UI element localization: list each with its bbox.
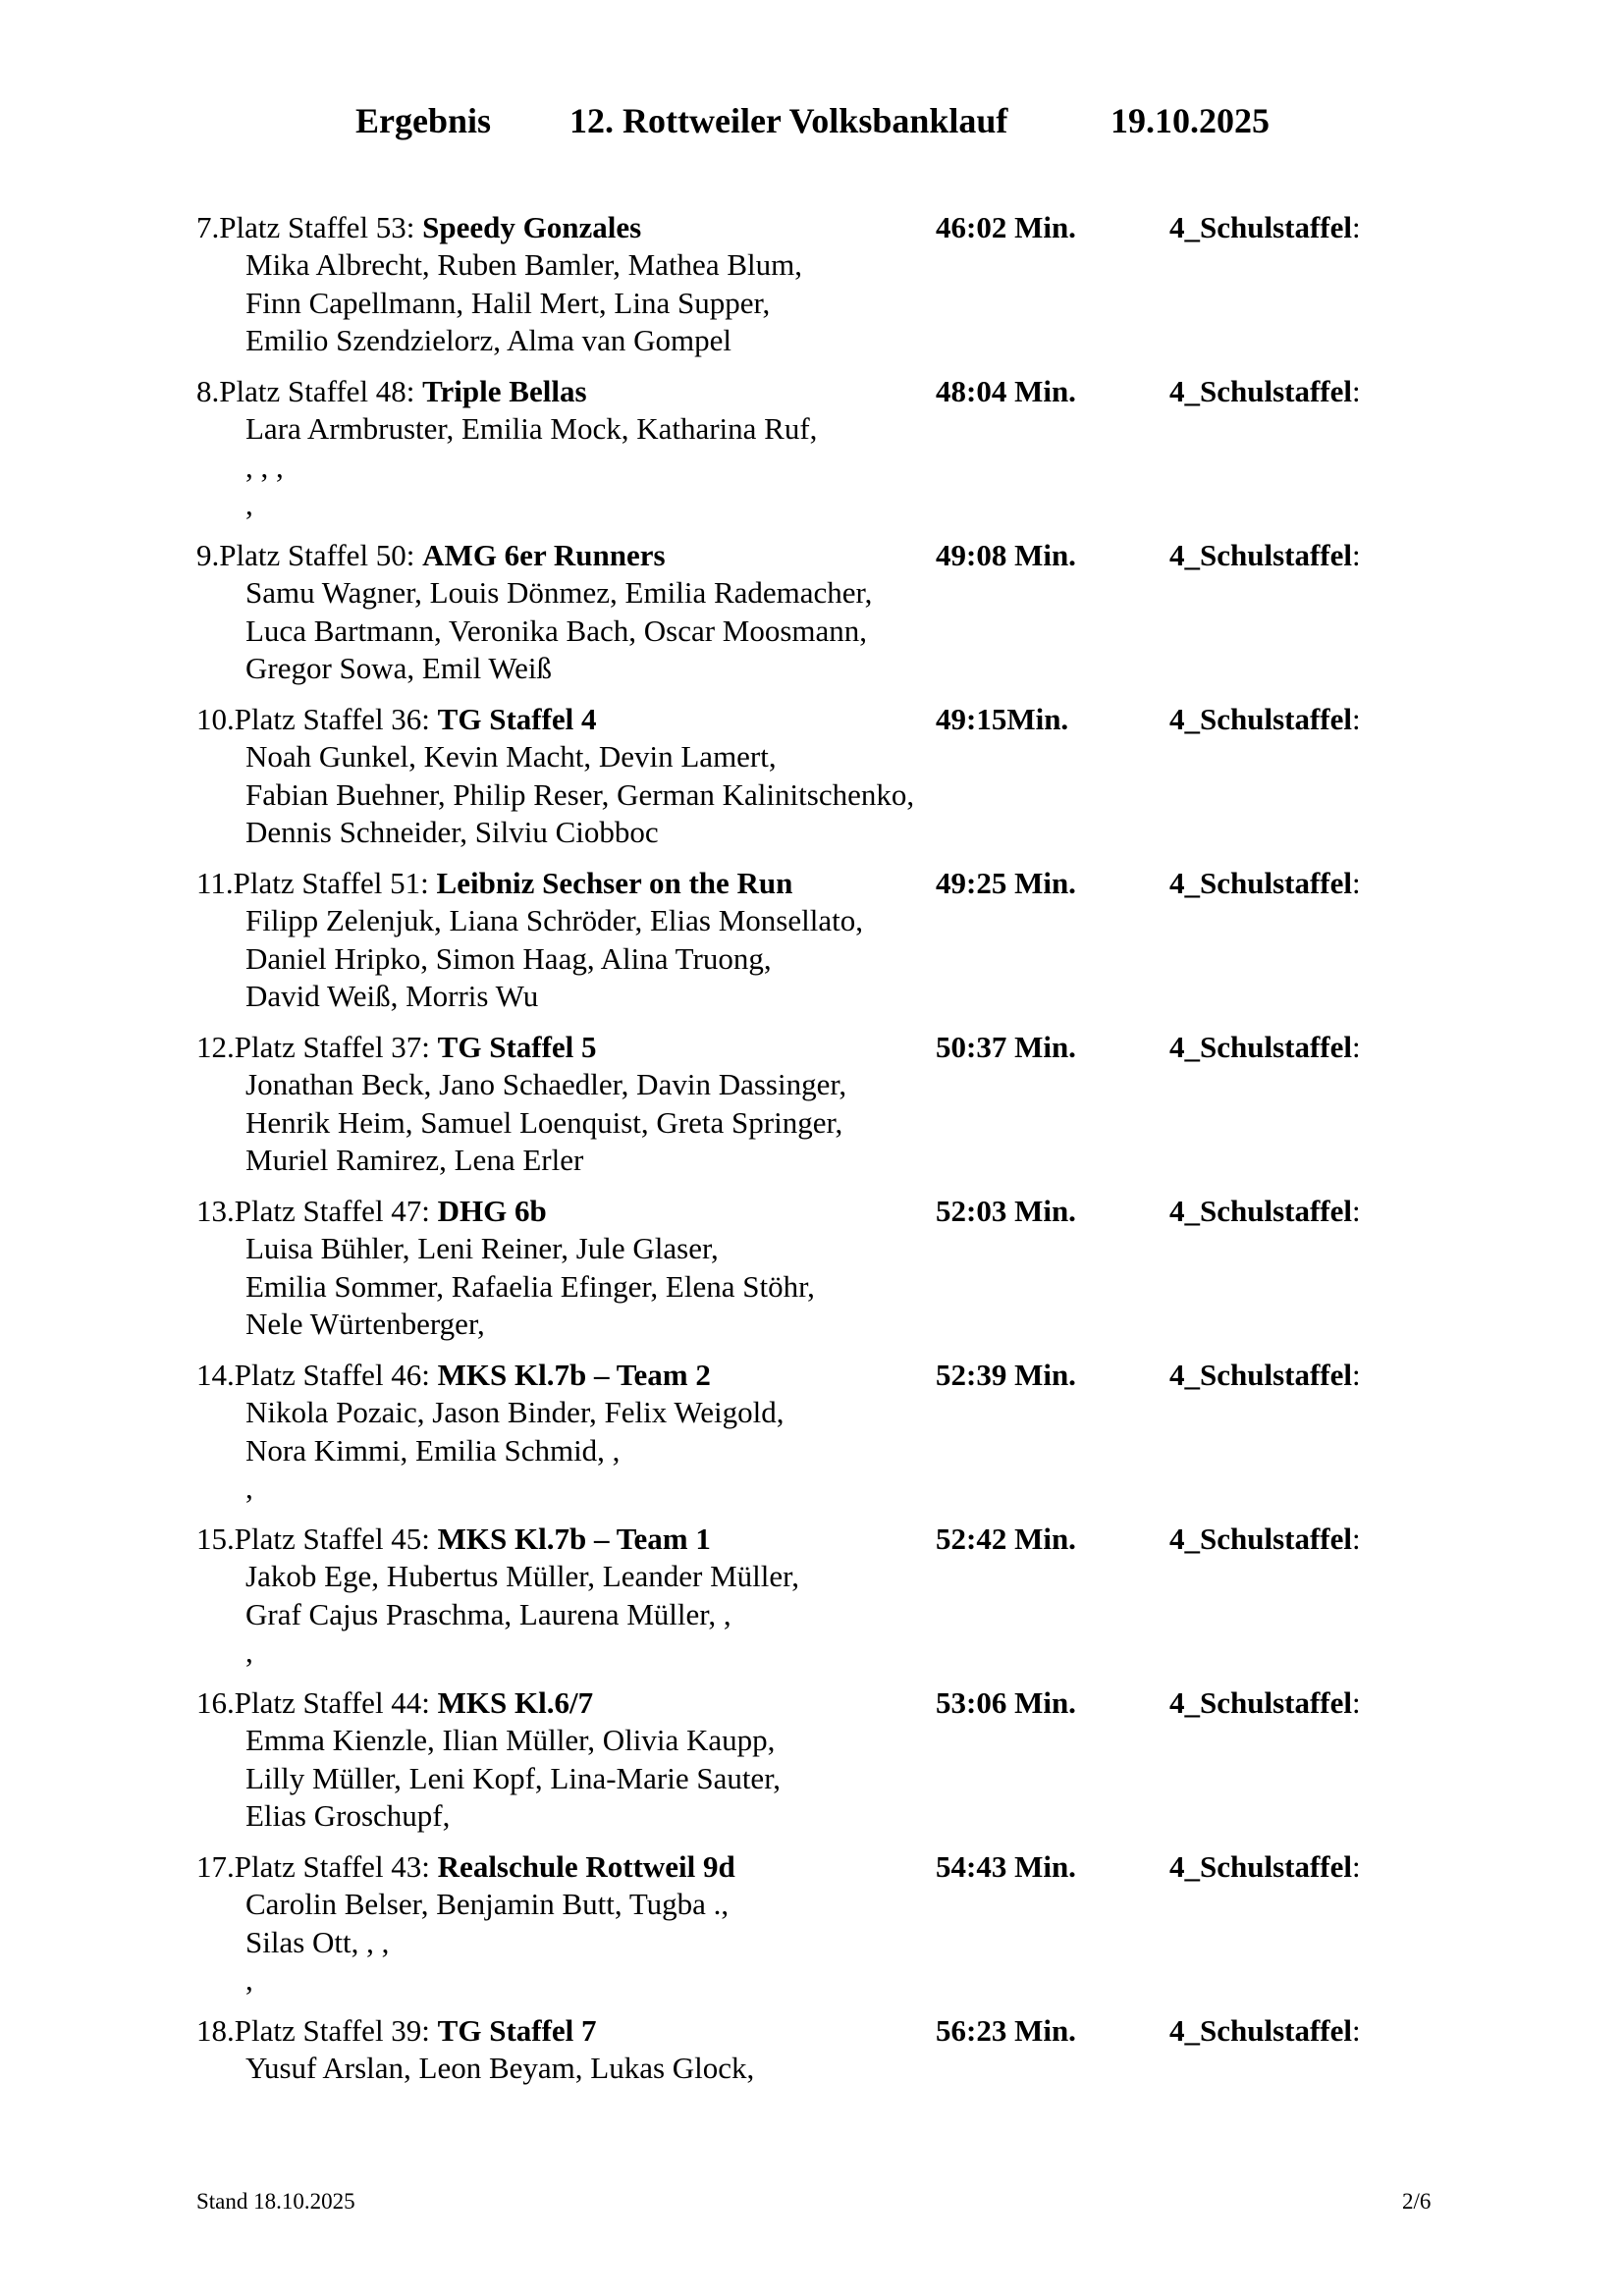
place-text: 13.Platz Staffel 47: bbox=[196, 1194, 438, 1228]
category-name: 4_Schulstaffel bbox=[1169, 1358, 1352, 1392]
place-text: 12.Platz Staffel 37: bbox=[196, 1030, 438, 1064]
member-names: Carolin Belser, Benjamin Butt, Tugba ., bbox=[245, 1887, 730, 1922]
entry-header bbox=[196, 1193, 1473, 1230]
finish-time: 49:15Min. bbox=[936, 702, 1069, 736]
member-names: Noah Gunkel, Kevin Macht, Devin Lamert, bbox=[245, 739, 777, 774]
place-text: 15.Platz Staffel 45: bbox=[196, 1522, 438, 1556]
member-names: Jonathan Beck, Jano Schaedler, Davin Dassinger, bbox=[245, 1067, 847, 1102]
team-name: Speedy Gonzales bbox=[422, 210, 642, 244]
place-text: 10.Platz Staffel 36: bbox=[196, 702, 438, 736]
finish-time: 50:37 Min. bbox=[936, 1030, 1076, 1064]
finish-time: 46:02 Min. bbox=[936, 210, 1076, 244]
category-colon: : bbox=[1352, 866, 1361, 900]
entry-place-label bbox=[196, 1193, 547, 1230]
member-names: Emilio Szendzielorz, Alma van Gompel bbox=[245, 323, 732, 358]
result-entry bbox=[196, 1357, 1473, 1508]
member-names: Jakob Ege, Hubertus Müller, Leander Müller, bbox=[245, 1559, 799, 1594]
category bbox=[1169, 1521, 1361, 1558]
team-name: MKS Kl.6/7 bbox=[437, 1685, 594, 1720]
team-name: Realschule Rottweil 9d bbox=[437, 1849, 735, 1884]
category-name: 4_Schulstaffel bbox=[1169, 210, 1352, 244]
category-colon: : bbox=[1352, 1030, 1361, 1064]
member-names: Emilia Sommer, Rafaelia Efinger, Elena Stöhr, bbox=[245, 1268, 815, 1304]
finish-time: 49:25 Min. bbox=[936, 866, 1076, 900]
category bbox=[1169, 701, 1361, 738]
team-name: Leibniz Sechser on the Run bbox=[436, 866, 793, 900]
member-names: Daniel Hripko, Simon Haag, Alina Truong, bbox=[245, 940, 772, 976]
category-colon: : bbox=[1352, 2013, 1361, 2048]
team-name: AMG 6er Runners bbox=[422, 538, 666, 572]
team-name: Triple Bellas bbox=[422, 374, 587, 408]
member-names: , , , bbox=[245, 449, 284, 484]
category-colon: : bbox=[1352, 1358, 1361, 1392]
result-entry bbox=[196, 701, 1473, 852]
member-names: , bbox=[245, 487, 253, 522]
member-names: Yusuf Arslan, Leon Beyam, Lukas Glock, bbox=[245, 2051, 755, 2086]
category bbox=[1169, 1029, 1361, 1066]
page-number: 2/6 bbox=[1402, 2189, 1432, 2214]
member-names: Emma Kienzle, Ilian Müller, Olivia Kaupp, bbox=[245, 1723, 776, 1758]
member-names: Lilly Müller, Leni Kopf, Lina-Marie Sauter, bbox=[245, 1760, 782, 1795]
member-names: Finn Capellmann, Halil Mert, Lina Supper, bbox=[245, 285, 771, 320]
result-entry bbox=[196, 373, 1473, 524]
entry-place-label bbox=[196, 865, 792, 902]
category-name: 4_Schulstaffel bbox=[1169, 2013, 1352, 2048]
team-name: TG Staffel 4 bbox=[437, 702, 597, 736]
member-names: Muriel Ramirez, Lena Erler bbox=[245, 1143, 584, 1178]
member-names: Henrik Heim, Samuel Loenquist, Greta Springer, bbox=[245, 1104, 843, 1140]
member-names: Silas Ott, , , bbox=[245, 1924, 390, 1959]
result-entry bbox=[196, 1684, 1473, 1836]
place-text: 9.Platz Staffel 50: bbox=[196, 538, 423, 572]
category-name: 4_Schulstaffel bbox=[1169, 866, 1352, 900]
member-names: David Weiß, Morris Wu bbox=[245, 979, 539, 1014]
category-name: 4_Schulstaffel bbox=[1169, 538, 1352, 572]
finish-time: 54:43 Min. bbox=[936, 1849, 1076, 1884]
category-colon: : bbox=[1352, 210, 1361, 244]
category-colon: : bbox=[1352, 374, 1361, 408]
entry-place-label bbox=[196, 1848, 735, 1886]
result-entry bbox=[196, 865, 1473, 1016]
finish-time: 56:23 Min. bbox=[936, 2013, 1076, 2048]
category-colon: : bbox=[1352, 1685, 1361, 1720]
member-names: Nikola Pozaic, Jason Binder, Felix Weigold, bbox=[245, 1395, 785, 1430]
place-text: 18.Platz Staffel 39: bbox=[196, 2013, 438, 2048]
member-names: , bbox=[245, 1962, 253, 1998]
category-colon: : bbox=[1352, 1849, 1361, 1884]
member-names: Dennis Schneider, Silviu Ciobboc bbox=[245, 815, 659, 850]
footer-stand: Stand 18.10.2025 bbox=[196, 2189, 355, 2214]
category-colon: : bbox=[1352, 702, 1361, 736]
finish-time: 53:06 Min. bbox=[936, 1685, 1076, 1720]
member-names: Mika Albrecht, Ruben Bamler, Mathea Blum, bbox=[245, 247, 802, 283]
entry-place-label bbox=[196, 1521, 711, 1558]
team-name: MKS Kl.7b – Team 2 bbox=[437, 1358, 711, 1392]
place-text: 17.Platz Staffel 43: bbox=[196, 1849, 438, 1884]
event-title: 12. Rottweiler Volksbanklauf bbox=[569, 101, 1008, 140]
finish-time: 52:39 Min. bbox=[936, 1358, 1076, 1392]
result-entry bbox=[196, 1029, 1473, 1180]
member-names: Luca Bartmann, Veronika Bach, Oscar Moosmann, bbox=[245, 613, 868, 648]
place-text: 14.Platz Staffel 46: bbox=[196, 1358, 438, 1392]
team-name: TG Staffel 5 bbox=[437, 1030, 597, 1064]
finish-time: 49:08 Min. bbox=[936, 538, 1076, 572]
place-text: 16.Platz Staffel 44: bbox=[196, 1685, 438, 1720]
entry-header bbox=[196, 1357, 1473, 1394]
result-entry bbox=[196, 209, 1473, 360]
result-entry bbox=[196, 537, 1473, 688]
entry-header bbox=[196, 373, 1473, 410]
entry-header bbox=[196, 2012, 1473, 2050]
entry-header bbox=[196, 701, 1473, 738]
category bbox=[1169, 537, 1361, 574]
category-name: 4_Schulstaffel bbox=[1169, 1685, 1352, 1720]
entry-header bbox=[196, 1848, 1473, 1886]
finish-time: 48:04 Min. bbox=[936, 374, 1076, 408]
entry-place-label bbox=[196, 701, 597, 738]
category bbox=[1169, 373, 1361, 410]
member-names: Fabian Buehner, Philip Reser, German Kalinitschenko, bbox=[245, 776, 915, 812]
header-label: Ergebnis bbox=[355, 101, 492, 140]
member-names: Elias Groschupf, bbox=[245, 1798, 451, 1834]
category-name: 4_Schulstaffel bbox=[1169, 702, 1352, 736]
category-name: 4_Schulstaffel bbox=[1169, 374, 1352, 408]
category-colon: : bbox=[1352, 538, 1361, 572]
category bbox=[1169, 1684, 1361, 1722]
member-names: Nele Würtenberger, bbox=[245, 1307, 485, 1342]
member-names: Graf Cajus Praschma, Laurena Müller, , bbox=[245, 1596, 731, 1631]
event-date: 19.10.2025 bbox=[1110, 101, 1270, 140]
place-text: 11.Platz Staffel 51: bbox=[196, 866, 437, 900]
entry-place-label bbox=[196, 537, 666, 574]
member-names: , bbox=[245, 1634, 253, 1670]
entry-place-label bbox=[196, 1684, 593, 1722]
member-names: Gregor Sowa, Emil Weiß bbox=[245, 651, 553, 686]
member-names: Samu Wagner, Louis Dönmez, Emilia Rademacher, bbox=[245, 575, 873, 611]
entry-place-label bbox=[196, 1029, 597, 1066]
category-colon: : bbox=[1352, 1194, 1361, 1228]
entry-place-label bbox=[196, 1357, 711, 1394]
entry-header bbox=[196, 1521, 1473, 1558]
entry-header bbox=[196, 865, 1473, 902]
entry-header bbox=[196, 537, 1473, 574]
category-name: 4_Schulstaffel bbox=[1169, 1030, 1352, 1064]
category-colon: : bbox=[1352, 1522, 1361, 1556]
result-entry bbox=[196, 1193, 1473, 1344]
member-names: Luisa Bühler, Leni Reiner, Jule Glaser, bbox=[245, 1231, 719, 1266]
finish-time: 52:42 Min. bbox=[936, 1522, 1076, 1556]
place-text: 7.Platz Staffel 53: bbox=[196, 210, 423, 244]
category bbox=[1169, 1193, 1361, 1230]
category bbox=[1169, 1848, 1361, 1886]
finish-time: 52:03 Min. bbox=[936, 1194, 1076, 1228]
entry-place-label bbox=[196, 209, 641, 246]
member-names: , bbox=[245, 1470, 253, 1506]
category-name: 4_Schulstaffel bbox=[1169, 1522, 1352, 1556]
member-names: Lara Armbruster, Emilia Mock, Katharina Ruf, bbox=[245, 411, 818, 447]
category bbox=[1169, 865, 1361, 902]
category bbox=[1169, 2012, 1361, 2050]
entry-place-label bbox=[196, 373, 587, 410]
team-name: TG Staffel 7 bbox=[437, 2013, 597, 2048]
result-entry bbox=[196, 1521, 1473, 1672]
place-text: 8.Platz Staffel 48: bbox=[196, 374, 423, 408]
category bbox=[1169, 209, 1361, 246]
result-entry bbox=[196, 1848, 1473, 2000]
entry-place-label bbox=[196, 2012, 597, 2050]
category-name: 4_Schulstaffel bbox=[1169, 1849, 1352, 1884]
entry-header bbox=[196, 1029, 1473, 1066]
team-name: MKS Kl.7b – Team 1 bbox=[437, 1522, 711, 1556]
category-name: 4_Schulstaffel bbox=[1169, 1194, 1352, 1228]
member-names: Filipp Zelenjuk, Liana Schröder, Elias Monsellato, bbox=[245, 903, 863, 938]
team-name: DHG 6b bbox=[437, 1194, 547, 1228]
result-entry bbox=[196, 2012, 1473, 2088]
entry-header bbox=[196, 1684, 1473, 1722]
entry-header bbox=[196, 209, 1473, 246]
member-names: Nora Kimmi, Emilia Schmid, , bbox=[245, 1432, 621, 1468]
category bbox=[1169, 1357, 1361, 1394]
